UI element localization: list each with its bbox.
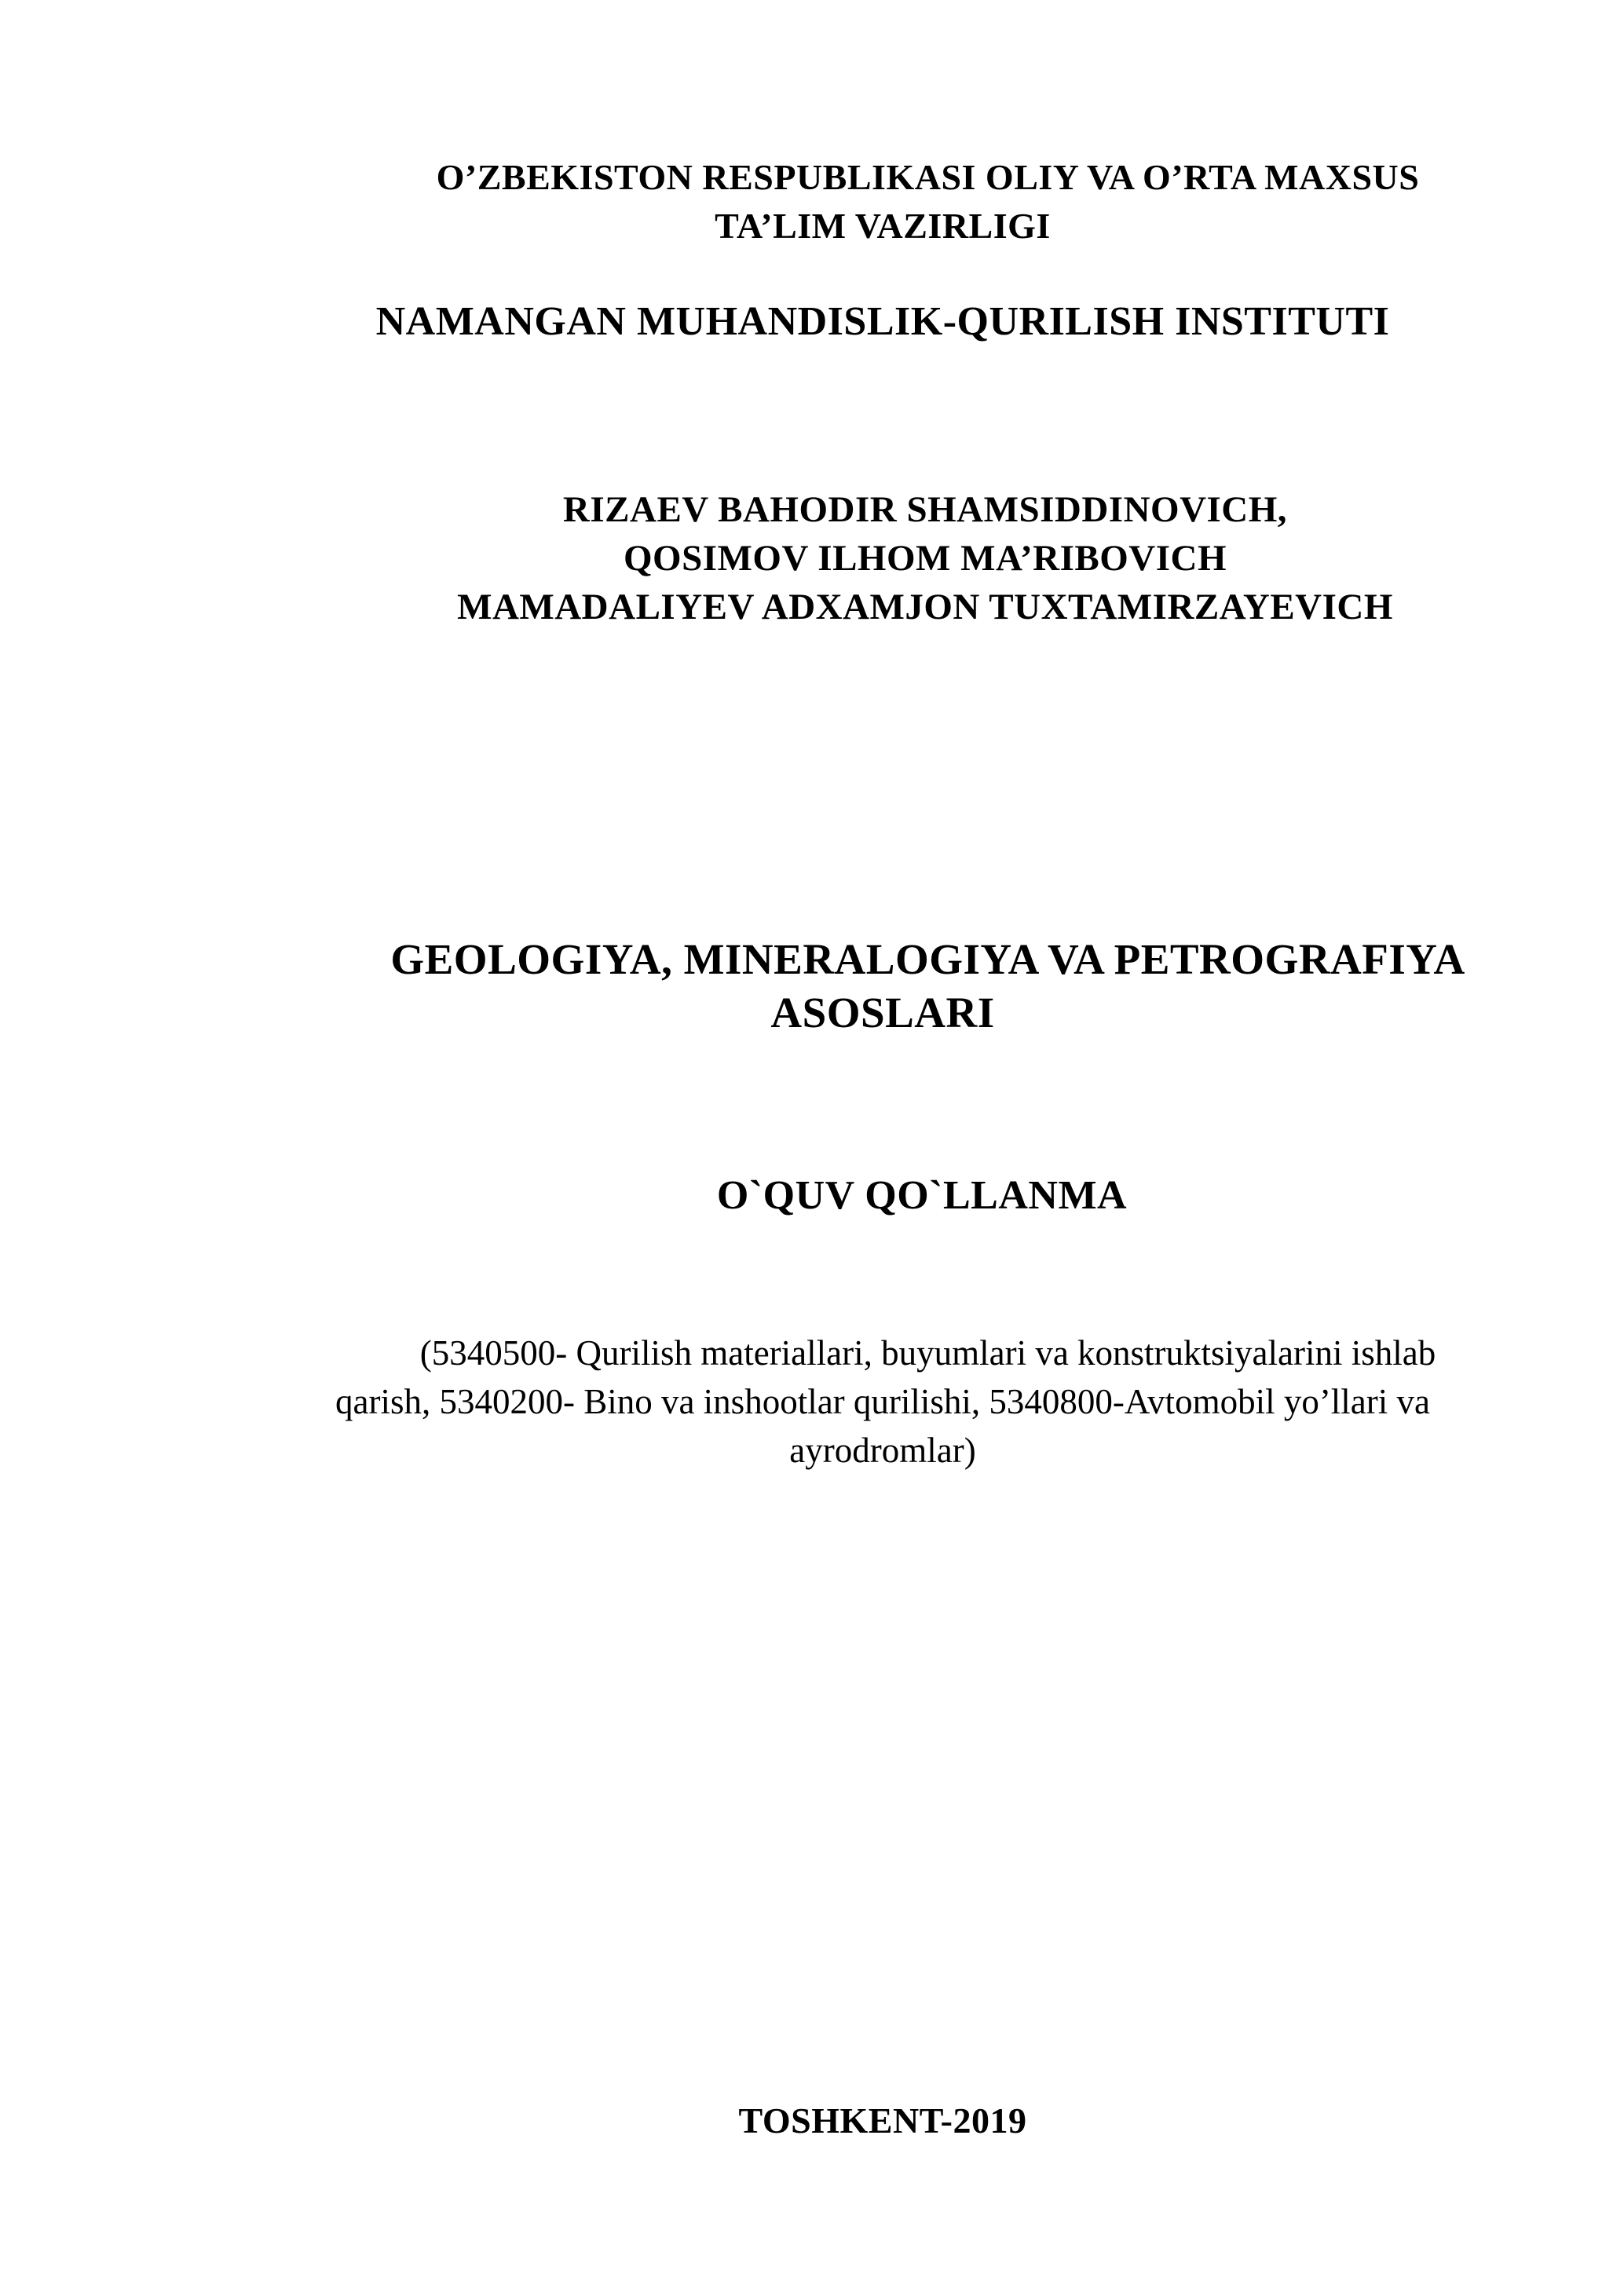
institute-name-text: NAMANGAN MUHANDISLIK-QURILISH INSTITUTI xyxy=(375,299,1390,344)
institute-name xyxy=(259,294,1506,349)
book-title-line-2: ASOSLARI xyxy=(770,989,995,1036)
author-line-3: MAMADALIYEV ADXAMJON TUXTAMIRZAYEVICH xyxy=(457,587,1393,627)
imprint-text: TOSHKENT-2019 xyxy=(738,2100,1027,2141)
specialties-line-3: ayrodromlar) xyxy=(789,1431,976,1470)
publication-type-text: O`QUV QO`LLANMA xyxy=(716,1173,1128,1218)
ministry-header xyxy=(259,153,1506,250)
ministry-header-line-1: O’ZBEKISTON RESPUBLIKASI OLIY VA O’RTA MAXSUS xyxy=(436,157,1420,197)
specialties-note xyxy=(259,1329,1506,1475)
specialties-line-2: qarish, 5340200- Bino va inshootlar qurilishi, 5340800-Avtomobil yo’llari va xyxy=(335,1382,1430,1421)
book-title-line-1: GEOLOGIYA, MINERALOGIYA VA PETROGRAFIYA xyxy=(390,935,1465,983)
specialties-line-1: (5340500- Qurilish materiallari, buyumlari va konstruktsiyalarini ishlab xyxy=(419,1333,1436,1373)
authors-block xyxy=(344,485,1506,631)
author-line-1: RIZAEV BAHODIR SHAMSIDDINOVICH, xyxy=(562,489,1288,530)
publication-type-subtitle xyxy=(338,1170,1506,1222)
ministry-header-line-2: TA’LIM VAZIRLIGI xyxy=(715,206,1051,246)
book-title xyxy=(259,933,1506,1040)
author-line-2: QOSIMOV ILHOM MA’RIBOVICH xyxy=(623,538,1227,579)
imprint-line xyxy=(259,2097,1506,2145)
